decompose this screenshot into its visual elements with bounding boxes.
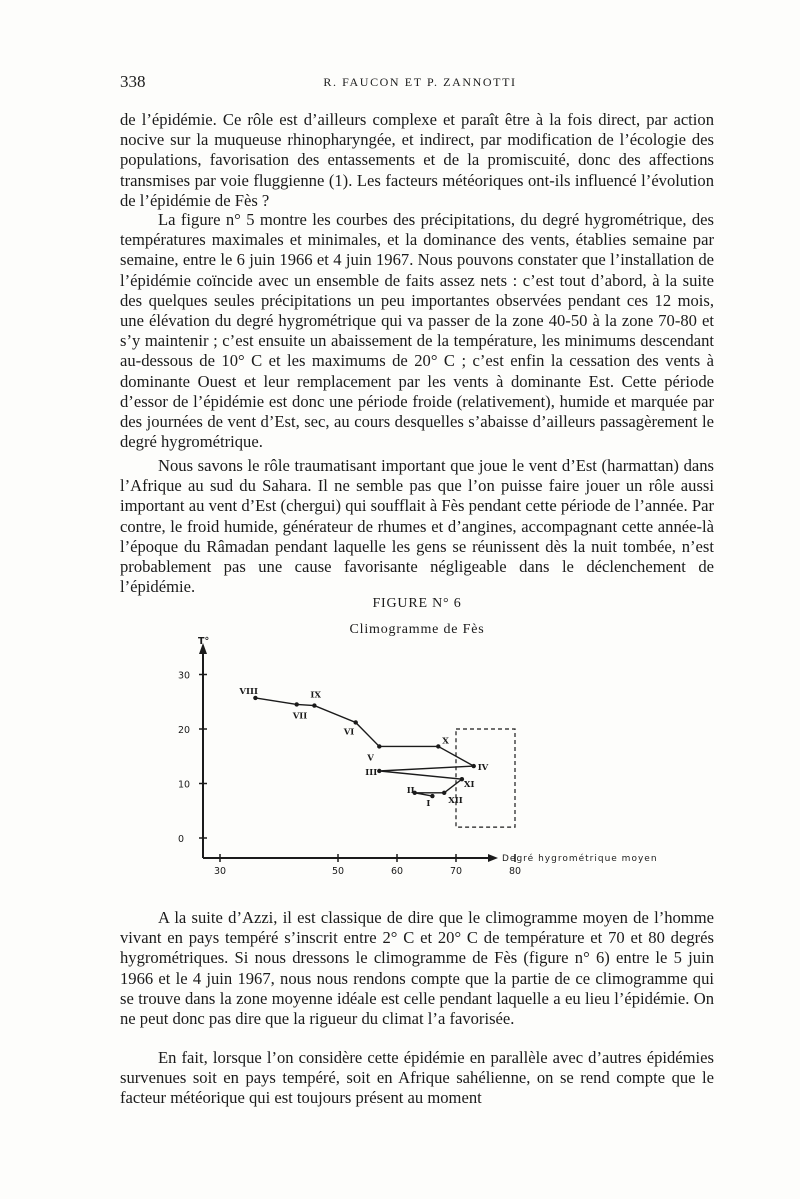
y-axis-title: T° — [198, 636, 210, 647]
y-tick-label: 30 — [178, 670, 191, 682]
data-point — [442, 791, 446, 795]
y-tick-label: 20 — [178, 725, 191, 736]
point-label: II — [406, 785, 415, 796]
x-tick-label: 30 — [214, 866, 227, 877]
running-head: R. FAUCON ET P. ZANNOTTI — [323, 75, 517, 89]
y-tick-label: 10 — [178, 779, 191, 791]
x-tick-label: 50 — [332, 866, 345, 877]
climogram-line — [255, 698, 473, 796]
data-point — [354, 720, 358, 724]
x-tick-label: 80 — [509, 866, 522, 877]
point-label: VIII — [239, 686, 258, 697]
point-label: X — [442, 736, 449, 747]
data-point — [377, 769, 381, 773]
point-label: IV — [477, 763, 489, 774]
y-tick-label: 0 — [178, 834, 185, 845]
data-point — [436, 744, 440, 748]
chart-axes — [199, 643, 498, 862]
data-point — [472, 764, 476, 768]
data-point — [430, 794, 434, 798]
figure-number: FIGURE N° 6 — [372, 596, 462, 611]
x-axis-arrow-icon — [488, 854, 498, 862]
data-points — [238, 687, 488, 809]
ideal-zone-box — [456, 729, 515, 827]
point-label: I — [426, 799, 431, 810]
x-tick-label: 60 — [391, 866, 404, 877]
point-label: IX — [310, 690, 321, 701]
point-label: VII — [292, 711, 308, 722]
x-tick-label: 70 — [450, 866, 463, 877]
data-point — [312, 703, 316, 707]
paragraph-5: En fait, lorsque l’on considère cette épidémie en parallèle avec d’autres épidémies survenues soit en pays tempéré, soit en Afrique sahélienne, on se rend compte que le facteur météorique qui est toujours présent au moment — [120, 1048, 714, 1108]
data-point — [295, 702, 299, 706]
paragraph-3: Nous savons le rôle traumatisant important que joue le vent d’Est (harmattan) dans l’Afrique au sud du Sahara. Il ne semble pas que l’on puisse faire jouer un rôle aussi important au vent d’Est (chergui) qui soufflait à Fès pendant cette période de l’année. Par contre, le froid humide, générateur de rhumes et d’angines, accompagnant cette année-là l’époque du Râmadan pendant laquelle les gens se réunissent dès la nuit tombée, n’est probablement pas une cause favorisante négligeable dans le déclenchement de l’épidémie. — [120, 456, 714, 597]
paragraph-4: A la suite d’Azzi, il est classique de dire que le climogramme moyen de l’homme vivant en pays tempéré s’inscrit entre 2° C et 20° C de température et 70 et 80 degrés hygrométriques. Si nous dressons le climogramme de Fès (figure n° 6) entre le 5 juin 1966 et le 4 juin 1967, nous nous rendons compte que la partie de ce climogramme qui se trouve dans la zone moyenne idéale est celle pendant laquelle a eu lieu l’épidémie. On ne peut donc pas dire que la rigueur du climat l’a favorisée. — [120, 908, 714, 1029]
point-label: V — [367, 753, 374, 764]
point-label: III — [365, 767, 378, 778]
paragraph-2: La figure n° 5 montre les courbes des précipitations, du degré hygrométrique, des températures maximales et minimales, et la dominance des vents, établies semaine par semaine, entre le 6 juin 1966 et 4 juin 1967. Nous pouvons constater que l’installation de l’épidémie coïncide avec un ensemble de faits assez nets : c’est tout d’abord, à la suite des quelques seules précipitations un peu importantes observées pendant ces 12 mois, une élévation du degré hygrométrique qui va passer de la zone 40-50 à la zone 70-80 et s’y maintenir ; c’est ensuite un abaissement de la température, les minimums descendant au-dessous de 10° C et les maximums de 20° C ; c’est enfin la cessation des vents à dominante Ouest et leur remplacement par les vents à dominante Est. Cette période d’essor de l’épidémie est donc une période froide (relativement), humide et marquée par des journées de vent d’Est, sec, au cours desquelles s’abaisse d’ailleurs passagèrement le degré hygrométrique. — [120, 210, 714, 452]
data-point — [377, 744, 381, 748]
figure-caption: Climogramme de Fès — [349, 622, 485, 637]
point-label: XI — [463, 780, 475, 791]
x-axis-title: Degré hygrométrique moyen — [502, 854, 658, 864]
point-label: VI — [343, 727, 355, 738]
paragraph-1: de l’épidémie. Ce rôle est d’ailleurs complexe et paraît être à la fois direct, par action nocive sur la muqueuse rhinopharyngée, et indirect, par modification de l’écologie des populations, favorisation des entassements et de la promiscuité, donc des affections transmises par voie fluggienne (1). Les facteurs météoriques ont-ils influencé l’évolution de l’épidémie de Fès ? — [120, 110, 714, 210]
point-label: XII — [448, 795, 463, 806]
page-number: 338 — [120, 72, 146, 91]
